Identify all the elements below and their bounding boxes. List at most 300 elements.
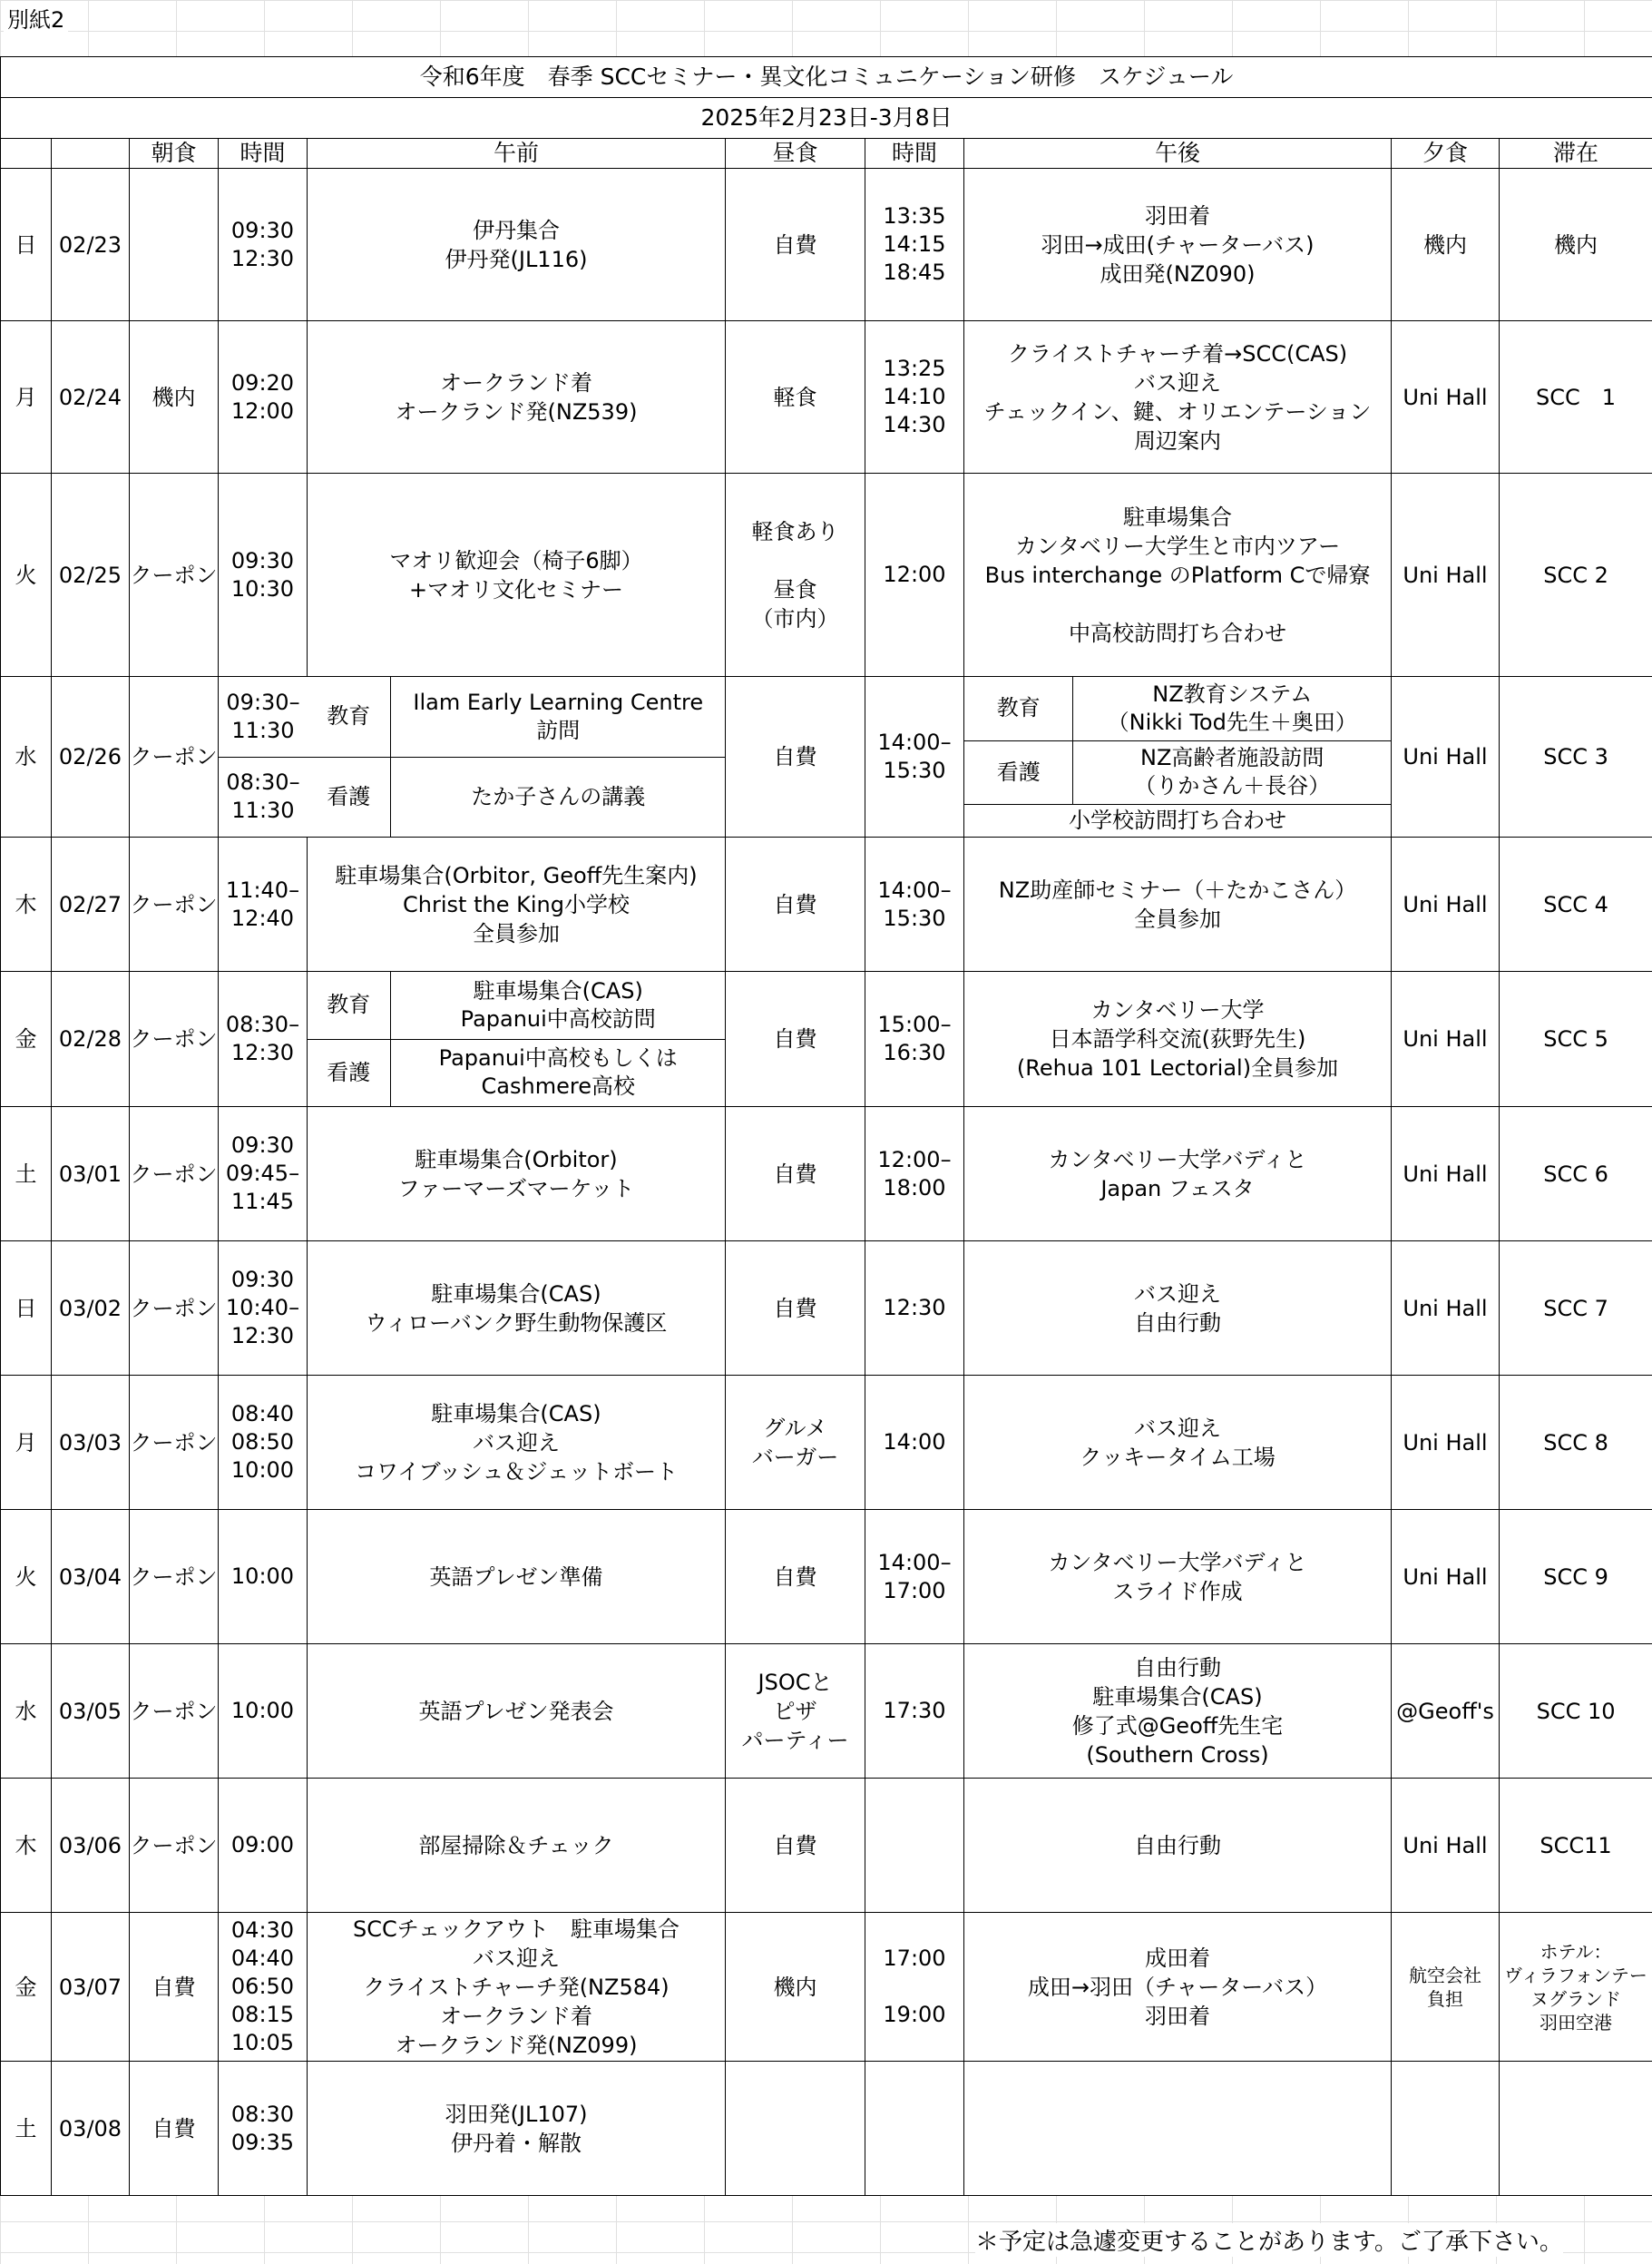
- schedule-row: [1, 1107, 1652, 1241]
- day-of-week: 火: [1, 474, 52, 677]
- time-line: 13:35: [883, 203, 946, 229]
- stay-line: ホテル：: [1540, 1940, 1612, 1963]
- afternoon-cell: [964, 1644, 1392, 1779]
- afternoon-line: カンタベリー大学: [1090, 997, 1265, 1023]
- day-of-week: 月: [1, 321, 52, 474]
- morning-cell: [308, 1241, 726, 1376]
- time-line: 12:00–: [877, 1146, 952, 1172]
- afternoon-cell: [964, 169, 1392, 321]
- time-line: 09:35: [230, 2129, 295, 2155]
- morning-cell: [308, 1510, 726, 1644]
- breakfast-cell: 機内: [130, 321, 219, 474]
- time-line: 14:30: [883, 412, 946, 437]
- time-am-cell: [219, 838, 308, 972]
- morning-line: 駐車場集合(CAS): [431, 1280, 601, 1307]
- time-line: 14:00: [883, 1429, 946, 1455]
- time-line: 17:00: [883, 1577, 946, 1603]
- header-row: [1, 139, 1652, 169]
- day-of-week: 火: [1, 1510, 52, 1644]
- schedule-row: [1, 838, 1652, 972]
- stay-cell: SCC 7: [1500, 1241, 1652, 1376]
- morning-line: コワイブッシュ＆ジェットボート: [355, 1458, 678, 1485]
- afternoon-line: 羽田着: [1145, 202, 1210, 229]
- header-lunch: 昼食: [726, 139, 865, 169]
- afternoon-line: 駐車場集合: [1123, 504, 1232, 530]
- afternoon-split: [964, 677, 1391, 837]
- time-line: 11:40–: [225, 877, 300, 903]
- time-line: 08:30: [230, 2101, 295, 2127]
- sheet-label: 別紙2: [4, 2, 68, 34]
- time-line: 11:30: [231, 717, 295, 743]
- date-cell: 03/08: [52, 2062, 130, 2196]
- afternoon-line: 羽田着: [1145, 2003, 1210, 2029]
- morning-line: Christ the King小学校: [403, 891, 630, 917]
- schedule-row: [1, 1779, 1652, 1913]
- time-line: 12:30: [230, 1040, 295, 1065]
- morning-line: +マオリ文化セミナー: [408, 576, 624, 603]
- dinner-cell: 機内: [1392, 169, 1500, 321]
- header-time-pm: 時間: [865, 139, 964, 169]
- time-pm-cell: [865, 1913, 964, 2062]
- breakfast-cell: クーポン: [130, 1241, 219, 1376]
- schedule-row: [1, 1644, 1652, 1779]
- time-line: [865, 1831, 963, 1859]
- schedule-table: [0, 56, 1652, 2196]
- morning-split-row: [308, 972, 726, 1039]
- date-cell: 03/06: [52, 1779, 130, 1913]
- breakfast-cell: クーポン: [130, 474, 219, 677]
- time-pm-cell: [865, 321, 964, 474]
- afternoon-line: 自由行動: [1134, 1832, 1221, 1858]
- time-am-cell: [219, 1376, 308, 1510]
- morning-cell: [308, 321, 726, 474]
- lunch-line: バーガー: [751, 1444, 839, 1470]
- lunch-cell: [726, 838, 865, 972]
- date-cell: 02/28: [52, 972, 130, 1107]
- day-of-week: 水: [1, 1644, 52, 1779]
- dinner-line: 航空会社: [1409, 1964, 1481, 1986]
- afternoon-line: 自由行動: [1134, 1654, 1221, 1681]
- day-of-week: 水: [1, 677, 52, 838]
- lunch-cell: [726, 474, 865, 677]
- time-line: 09:30: [230, 217, 295, 243]
- time-line: 13:25: [883, 356, 946, 381]
- breakfast-cell: クーポン: [130, 1376, 219, 1510]
- time-line: 08:50: [230, 1429, 295, 1455]
- dinner-cell: Uni Hall: [1392, 1779, 1500, 1913]
- day-of-week: 日: [1, 169, 52, 321]
- time-line: 09:45–: [225, 1161, 300, 1186]
- morning-text-line: たか子さんの講義: [471, 783, 646, 809]
- afternoon-track-text: [1073, 677, 1391, 740]
- schedule-row: [1, 972, 1652, 1107]
- stay-cell: SCC 10: [1500, 1644, 1652, 1779]
- time-line: 08:40: [230, 1401, 295, 1426]
- dinner-cell: Uni Hall: [1392, 1376, 1500, 1510]
- time-line: 15:30: [883, 758, 946, 783]
- schedule-row: [1, 474, 1652, 677]
- afternoon-line: Japan フェスタ: [1100, 1175, 1255, 1201]
- time-pm-cell: [865, 1510, 964, 1644]
- breakfast-cell: [130, 169, 219, 321]
- morning-line: オークランド着: [440, 369, 592, 396]
- morning-track-text: [390, 972, 726, 1039]
- afternoon-text-line: NZ教育システム: [1152, 681, 1313, 707]
- date-cell: 02/24: [52, 321, 130, 474]
- dinner-cell: Uni Hall: [1392, 474, 1500, 677]
- afternoon-line: 駐車場集合(CAS): [1092, 1683, 1263, 1710]
- lunch-cell: [726, 169, 865, 321]
- stay-cell: SCC 4: [1500, 838, 1652, 972]
- day-of-week: 土: [1, 1107, 52, 1241]
- afternoon-line: [964, 590, 1391, 619]
- morning-cell: [308, 1779, 726, 1913]
- time-line: 11:45: [230, 1189, 295, 1214]
- time-line: 11:30: [231, 798, 295, 824]
- lunch-line: 自費: [773, 1563, 817, 1590]
- lunch-line: 昼食: [773, 576, 817, 603]
- day-of-week: 木: [1, 1779, 52, 1913]
- lunch-line: ピザ: [773, 1698, 817, 1724]
- morning-text-line: Papanui中高校もしくは: [438, 1045, 678, 1072]
- morning-text-line: Papanui中高校訪問: [460, 1005, 656, 1032]
- morning-line: 伊丹着・解散: [451, 2130, 582, 2156]
- afternoon-line: 羽田→成田(チャーターバス): [1041, 231, 1315, 258]
- afternoon-note: 小学校訪問打ち合わせ: [964, 805, 1391, 837]
- dinner-cell: Uni Hall: [1392, 1107, 1500, 1241]
- afternoon-line: 成田着: [1145, 1945, 1210, 1971]
- afternoon-line: バス迎え: [1134, 1280, 1221, 1307]
- morning-cell: [308, 1107, 726, 1241]
- schedule-row: [1, 1376, 1652, 1510]
- dinner-cell: @Geoff's: [1392, 1644, 1500, 1779]
- afternoon-cell: [964, 1510, 1392, 1644]
- time-line: 12:30: [883, 1295, 946, 1320]
- morning-track-text: [390, 677, 726, 757]
- afternoon-line: チェックイン、鍵、オリエンテーション: [983, 398, 1372, 425]
- morning-text-line: 駐車場集合(CAS): [473, 977, 643, 1004]
- afternoon-line: 全員参加: [1134, 906, 1221, 932]
- afternoon-cell: [964, 474, 1392, 677]
- lunch-line: パーティー: [741, 1727, 849, 1753]
- afternoon-text-line: NZ高齢者施設訪問: [1140, 745, 1325, 771]
- morning-line: クライストチャーチ発(NZ584): [363, 1974, 670, 2000]
- morning-split: [219, 677, 726, 837]
- afternoon-track-label: 看護: [964, 740, 1073, 805]
- dinner-cell: Uni Hall: [1392, 972, 1500, 1107]
- time-line: [865, 1973, 963, 2001]
- day-of-week: 日: [1, 1241, 52, 1376]
- dinner-cell: Uni Hall: [1392, 838, 1500, 972]
- time-pm-cell: [865, 677, 964, 838]
- date-cell: 03/01: [52, 1107, 130, 1241]
- afternoon-cell: [964, 2062, 1392, 2196]
- lunch-line: 自費: [773, 1832, 817, 1858]
- stay-line: 羽田空港: [1540, 2011, 1613, 2034]
- time-line: 14:00–: [877, 1549, 952, 1575]
- time-pm-cell: [865, 1644, 964, 1779]
- afternoon-cell: [964, 972, 1392, 1107]
- morning-line: 英語プレゼン発表会: [418, 1698, 614, 1724]
- afternoon-cell: [964, 838, 1392, 972]
- time-line: 12:40: [230, 905, 295, 931]
- breakfast-cell: 自費: [130, 1913, 219, 2062]
- footnote: ＊予定は急遽変更することがあります。ご了承下さい。: [975, 2223, 1563, 2257]
- morning-track-label: 教育: [308, 972, 390, 1039]
- afternoon-text-line: （りかさん＋長谷）: [1134, 773, 1331, 799]
- date-cell: 02/26: [52, 677, 130, 838]
- lunch-line: 軽食: [773, 384, 817, 410]
- lunch-cell: [726, 1913, 865, 2062]
- schedule-row: [1, 169, 1652, 321]
- time-line: 09:30: [230, 547, 295, 573]
- time-line: 08:15: [230, 2002, 295, 2027]
- time-line: 09:30: [230, 1267, 295, 1292]
- lunch-cell: [726, 1779, 865, 1913]
- morning-line: 駐車場集合(Orbitor, Geoff先生案内): [335, 862, 698, 888]
- lunch-line: JSOCと: [758, 1669, 833, 1695]
- morning-track-label: 看護: [308, 1039, 390, 1106]
- header-date: [52, 139, 130, 169]
- morning-line: 駐車場集合(Orbitor): [415, 1146, 618, 1172]
- afternoon-cell: [964, 1241, 1392, 1376]
- stay-cell: SCC11: [1500, 1779, 1652, 1913]
- lunch-line: 自費: [773, 1295, 817, 1321]
- morning-track-label: 看護: [308, 757, 390, 837]
- lunch-line: （市内）: [751, 605, 839, 632]
- afternoon-line: [964, 2114, 1391, 2143]
- dinner-cell: Uni Hall: [1392, 321, 1500, 474]
- day-of-week: 土: [1, 2062, 52, 2196]
- time-line: 09:30: [230, 1132, 295, 1158]
- morning-line: オークランド発(NZ539): [395, 398, 638, 425]
- morning-line: 全員参加: [473, 920, 560, 946]
- morning-line: 伊丹集合: [473, 217, 560, 243]
- afternoon-split-row: [964, 740, 1391, 805]
- stay-line: ヌグランド: [1530, 1987, 1622, 2010]
- time-line: 09:30–: [226, 689, 300, 715]
- morning-line: オークランド着: [440, 2003, 592, 2029]
- afternoon-cell: [964, 677, 1392, 838]
- lunch-cell: [726, 1376, 865, 1510]
- breakfast-cell: 自費: [130, 2062, 219, 2196]
- date-cell: 03/04: [52, 1510, 130, 1644]
- morning-cell: [308, 474, 726, 677]
- morning-split-row: [219, 757, 726, 837]
- lunch-cell: [726, 1241, 865, 1376]
- lunch-line: 自費: [773, 744, 817, 769]
- morning-line: バス迎え: [473, 1429, 560, 1455]
- breakfast-cell: クーポン: [130, 972, 219, 1107]
- day-of-week: 金: [1, 1913, 52, 2062]
- time-line: 10:40–: [225, 1295, 300, 1320]
- afternoon-text-line: （Nikki Tod先生＋奥田）: [1107, 709, 1357, 735]
- header-stay: 滞在: [1500, 139, 1652, 169]
- morning-text-line: Ilam Early Learning Centre: [413, 689, 704, 715]
- time-line: 12:00: [230, 397, 295, 424]
- lunch-line: 自費: [773, 1026, 817, 1052]
- afternoon-line: スライド作成: [1112, 1578, 1243, 1604]
- morning-cell: [308, 1644, 726, 1779]
- morning-split: [308, 972, 726, 1106]
- date-cell: 02/25: [52, 474, 130, 677]
- lunch-cell: [726, 677, 865, 838]
- stay-cell: SCC 8: [1500, 1376, 1652, 1510]
- morning-cell: [308, 972, 726, 1107]
- time-am-cell: [219, 757, 308, 837]
- time-am-cell: [219, 321, 308, 474]
- time-line: 04:40: [230, 1945, 295, 1971]
- header-dinner: 夕食: [1392, 139, 1500, 169]
- time-line: 15:30: [883, 905, 946, 931]
- stay-cell: [1500, 2062, 1652, 2196]
- afternoon-line: バス迎え: [1134, 369, 1221, 396]
- stay-cell: SCC 1: [1500, 321, 1652, 474]
- time-pm-cell: [865, 1376, 964, 1510]
- stay-cell: SCC 6: [1500, 1107, 1652, 1241]
- morning-line: ウィローバンク野生動物保護区: [365, 1309, 668, 1336]
- afternoon-line: 周辺案内: [1134, 427, 1221, 454]
- time-pm-cell: [865, 1107, 964, 1241]
- afternoon-line: カンタベリー大学バディと: [1048, 1549, 1307, 1575]
- afternoon-line: 日本語学科交流(荻野先生): [1049, 1026, 1306, 1052]
- afternoon-line: バス迎え: [1134, 1415, 1221, 1441]
- morning-cell: [308, 1913, 726, 2062]
- lunch-cell: [726, 2062, 865, 2196]
- time-line: 10:05: [230, 2030, 295, 2055]
- morning-track-text: [390, 757, 726, 837]
- lunch-line: 機内: [773, 1974, 817, 2000]
- time-line: 19:00: [883, 2002, 946, 2027]
- schedule-title: 令和6年度 春季 SCCセミナー・異文化コミュニケーション研修 スケジュール: [1, 57, 1652, 98]
- time-pm-cell: [865, 2062, 964, 2196]
- time-line: 12:30: [230, 1323, 295, 1348]
- morning-split-row: [219, 677, 726, 757]
- day-of-week: 木: [1, 838, 52, 972]
- breakfast-cell: クーポン: [130, 1107, 219, 1241]
- dinner-cell: Uni Hall: [1392, 1241, 1500, 1376]
- time-line: 14:00–: [877, 730, 952, 755]
- time-am-cell: [219, 1510, 308, 1644]
- morning-line: SCCチェックアウト 駐車場集合: [352, 1916, 680, 1942]
- afternoon-line: カンタベリー大学バディと: [1048, 1146, 1307, 1172]
- dinner-cell: [1392, 1913, 1500, 2062]
- morning-text-line: 訪問: [536, 717, 581, 743]
- afternoon-line: NZ助産師セミナー（＋たかこさん）: [998, 877, 1357, 903]
- schedule-row: [1, 677, 1652, 838]
- date-cell: 03/03: [52, 1376, 130, 1510]
- date-cell: 02/23: [52, 169, 130, 321]
- schedule-row: [1, 2062, 1652, 2196]
- morning-text-line: Cashmere高校: [481, 1073, 635, 1100]
- morning-line: 部屋掃除＆チェック: [418, 1832, 614, 1858]
- lunch-cell: [726, 1510, 865, 1644]
- time-pm-cell: [865, 474, 964, 677]
- stay-cell: SCC 3: [1500, 677, 1652, 838]
- afternoon-line: 中高校訪問打ち合わせ: [1069, 620, 1286, 646]
- morning-cell: [308, 838, 726, 972]
- date-cell: 03/07: [52, 1913, 130, 2062]
- time-line: 08:30–: [226, 769, 300, 796]
- lunch-line: [726, 2114, 865, 2143]
- time-line: 10:00: [230, 1563, 295, 1589]
- afternoon-line: 成田→羽田（チャーターバス）: [1027, 1974, 1328, 2000]
- afternoon-note-row: [964, 805, 1391, 837]
- lunch-cell: [726, 1107, 865, 1241]
- time-line: 14:15: [883, 231, 946, 257]
- afternoon-line: 自由行動: [1134, 1309, 1221, 1336]
- afternoon-cell: [964, 1376, 1392, 1510]
- lunch-line: 軽食あり: [751, 518, 839, 544]
- time-am-cell: [219, 1779, 308, 1913]
- breakfast-cell: クーポン: [130, 677, 219, 838]
- time-line: 17:00: [883, 1945, 946, 1971]
- time-am-cell: [219, 1107, 308, 1241]
- morning-track-label: 教育: [308, 677, 390, 757]
- header-time-am: 時間: [219, 139, 308, 169]
- morning-cell: [308, 169, 726, 321]
- time-line: 17:30: [883, 1698, 946, 1723]
- afternoon-split-row: [964, 677, 1391, 740]
- time-line: 10:30: [230, 575, 295, 602]
- date-cell: 03/02: [52, 1241, 130, 1376]
- time-line: 14:00–: [877, 877, 952, 903]
- morning-split-cell: [219, 677, 726, 838]
- afternoon-track-text: [1073, 740, 1391, 805]
- afternoon-line: Bus interchange のPlatform Cで帰寮: [984, 562, 1371, 588]
- breakfast-cell: クーポン: [130, 1779, 219, 1913]
- morning-line: 英語プレゼン準備: [429, 1563, 603, 1590]
- morning-line: 駐車場集合(CAS): [431, 1400, 601, 1426]
- time-line: 18:45: [883, 260, 946, 285]
- breakfast-cell: クーポン: [130, 1644, 219, 1779]
- time-line: 18:00: [883, 1174, 946, 1201]
- header-breakfast: 朝食: [130, 139, 219, 169]
- time-line: 04:30: [230, 1917, 295, 1943]
- breakfast-cell: クーポン: [130, 838, 219, 972]
- time-pm-cell: [865, 838, 964, 972]
- time-line: 08:30–: [225, 1012, 300, 1037]
- schedule-row: [1, 1510, 1652, 1644]
- afternoon-line: クッキータイム工場: [1080, 1444, 1276, 1470]
- header-morning: 午前: [308, 139, 726, 169]
- date-cell: 03/05: [52, 1644, 130, 1779]
- stay-cell: 機内: [1500, 169, 1652, 321]
- schedule-row: [1, 1913, 1652, 2062]
- stay-cell: SCC 9: [1500, 1510, 1652, 1644]
- morning-line: ファーマーズマーケット: [397, 1175, 635, 1201]
- schedule-row: [1, 321, 1652, 474]
- header-afternoon: 午後: [964, 139, 1392, 169]
- time-line: 09:20: [230, 369, 295, 396]
- afternoon-cell: [964, 321, 1392, 474]
- breakfast-cell: クーポン: [130, 1510, 219, 1644]
- header-day: [1, 139, 52, 169]
- time-line: 12:30: [230, 245, 295, 271]
- afternoon-line: (Rehua 101 Lectorial)全員参加: [1016, 1055, 1339, 1081]
- time-am-cell: [219, 1241, 308, 1376]
- time-line: 06:50: [230, 1974, 295, 1999]
- stay-cell: SCC 2: [1500, 474, 1652, 677]
- stay-cell: [1500, 1913, 1652, 2062]
- time-am-cell: [219, 972, 308, 1107]
- afternoon-cell: [964, 1779, 1392, 1913]
- time-line: 09:00: [230, 1832, 295, 1857]
- afternoon-line: 成田発(NZ090): [1100, 260, 1256, 287]
- dinner-cell: [1392, 2062, 1500, 2196]
- time-am-cell: [219, 1913, 308, 2062]
- morning-line: バス迎え: [473, 1945, 560, 1971]
